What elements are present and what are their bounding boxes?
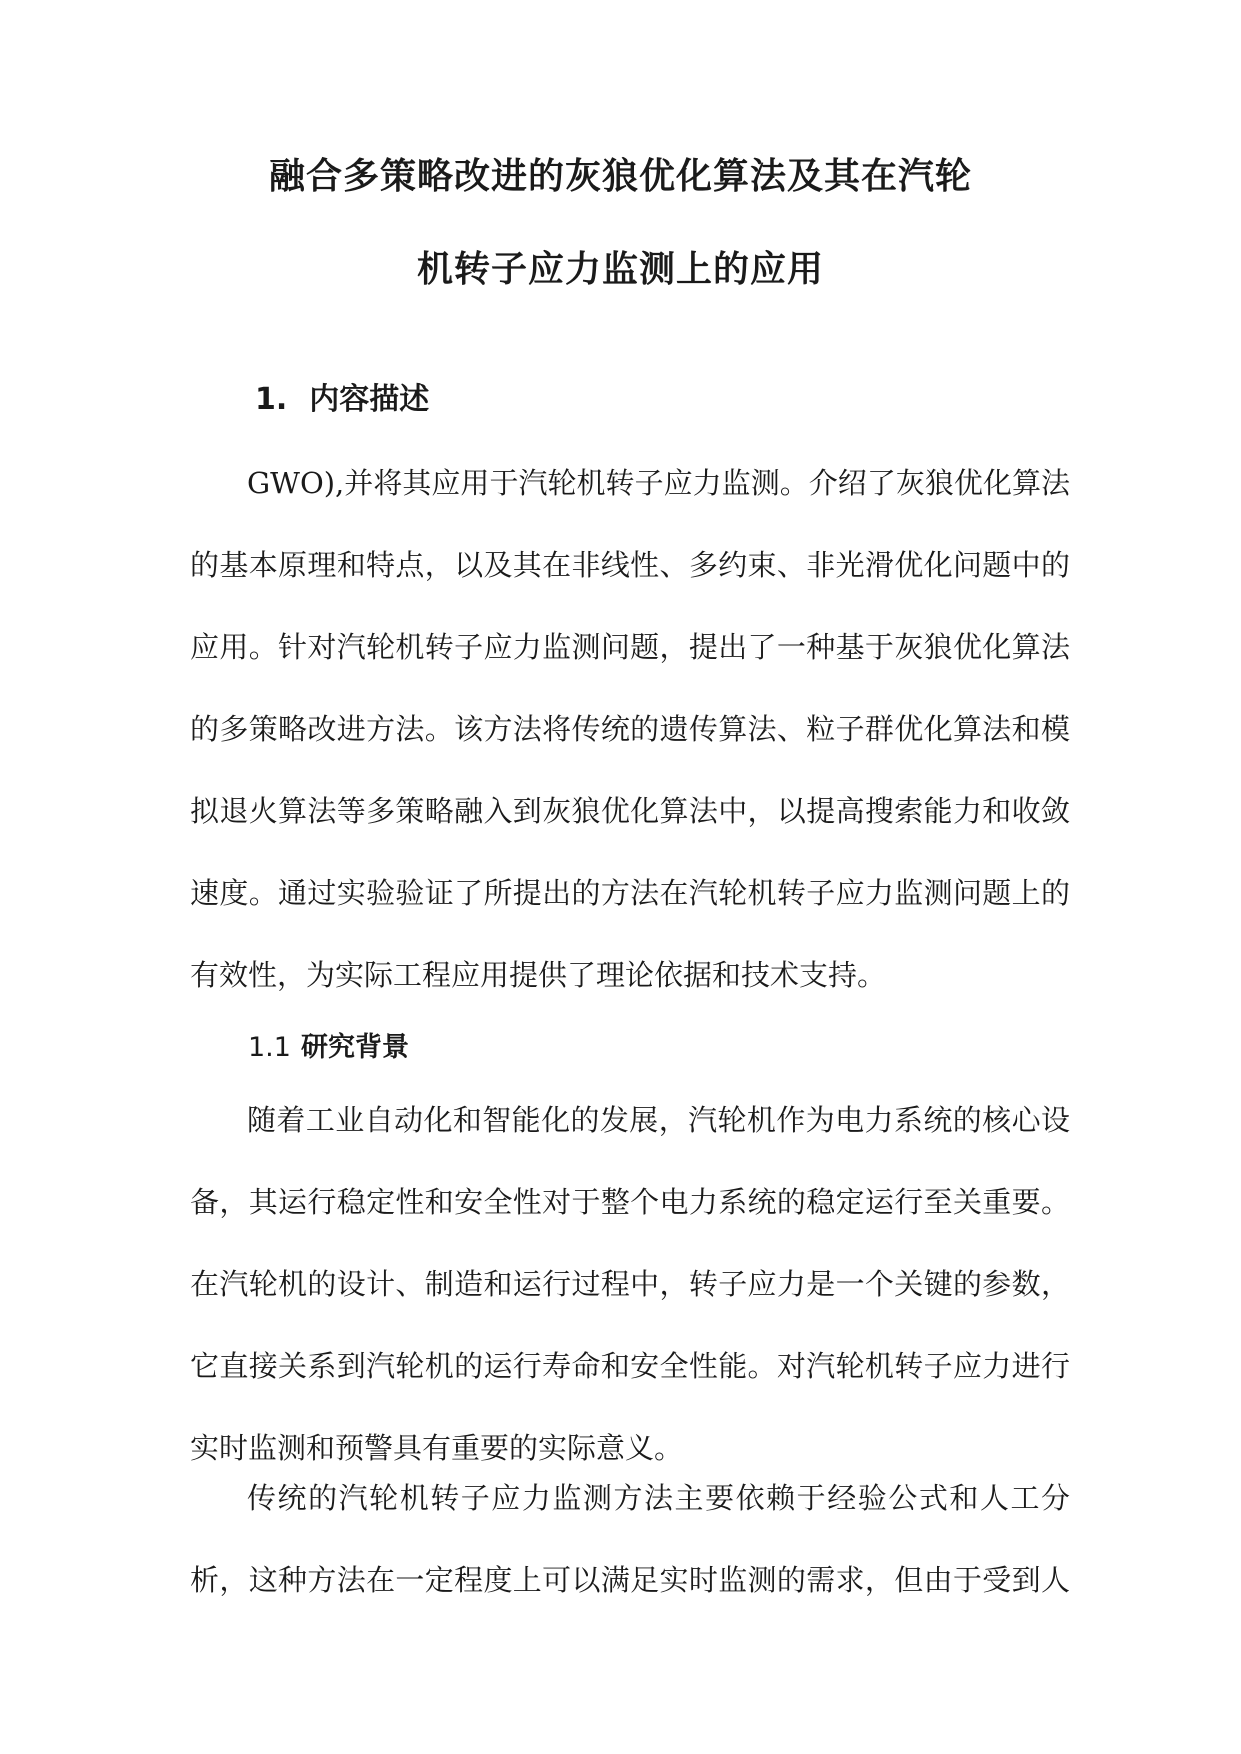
paragraph-line: 在汽轮机的设计、制造和运行过程中，转子应力是一个关键的参数， <box>190 1267 1070 1301</box>
document-title-line-1: 融合多策略改进的灰狼优化算法及其在汽轮 <box>268 156 972 197</box>
section-1-heading <box>255 380 429 420</box>
section-1-title: 内容描述 <box>309 382 430 417</box>
paragraph-line: 应用。针对汽轮机转子应力监测问题，提出了一种基于灰狼优化算法 <box>190 630 1070 664</box>
document-title-line-2: 机转子应力监测上的应用 <box>416 249 824 290</box>
paragraph-line: 析，这种方法在一定程度上可以满足实时监测的需求，但由于受到人 <box>190 1563 1070 1597</box>
paragraph-line: 的多策略改进方法。该方法将传统的遗传算法、粒子群优化算法和模 <box>190 712 1070 746</box>
section-1-number: 1. <box>255 382 288 417</box>
paragraph-line: 实时监测和预警具有重要的实际意义。 <box>190 1431 684 1465</box>
section-1-1-title: 研究背景 <box>300 1032 409 1063</box>
section-1-paragraph <box>190 463 1070 1037</box>
paragraph-line: 它直接关系到汽轮机的运行寿命和安全性能。对汽轮机转子应力进行 <box>190 1349 1070 1383</box>
paragraph-line: 的基本原理和特点，以及其在非线性、多约束、非光滑优化问题中的 <box>190 548 1070 582</box>
section-1-1-number: 1.1 <box>248 1032 291 1063</box>
paragraph-line: 拟退火算法等多策略融入到灰狼优化算法中，以提高搜索能力和收敛 <box>190 794 1070 828</box>
section-1-1-paragraph-2 <box>190 1478 1070 1642</box>
paragraph-line: GWO),并将其应用于汽轮机转子应力监测。介绍了灰狼优化算法 <box>247 466 1070 500</box>
paragraph-line: 备，其运行稳定性和安全性对于整个电力系统的稳定运行至关重要。 <box>190 1185 1070 1219</box>
paragraph-line: 有效性，为实际工程应用提供了理论依据和技术支持。 <box>190 958 887 992</box>
paragraph-line: 随着工业自动化和智能化的发展，汽轮机作为电力系统的核心设 <box>247 1103 1070 1137</box>
section-1-1-paragraph-1 <box>190 1100 1070 1510</box>
section-1-1-heading <box>248 1030 409 1066</box>
paragraph-line: 传统的汽轮机转子应力监测方法主要依赖于经验公式和人工分 <box>247 1481 1070 1515</box>
paragraph-line: 速度。通过实验验证了所提出的方法在汽轮机转子应力监测问题上的 <box>190 876 1070 910</box>
